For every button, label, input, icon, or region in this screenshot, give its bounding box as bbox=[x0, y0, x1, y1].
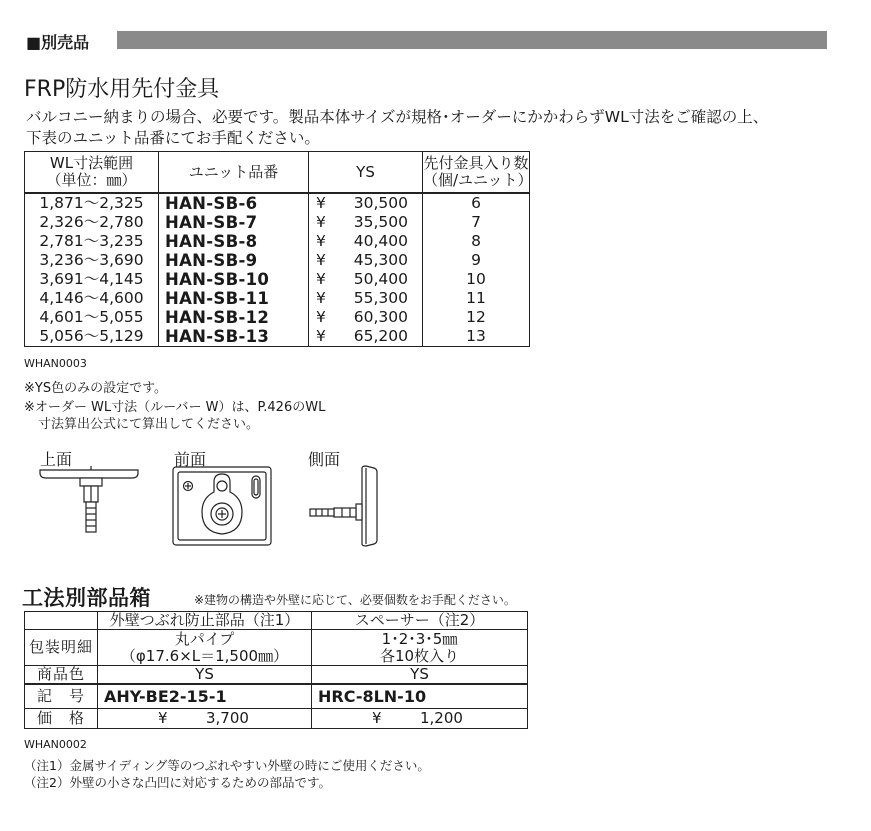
note-line2: ※オーダー WL寸法（ルーバー W）は、P.426のWL bbox=[24, 400, 326, 415]
header-quantity-line1: 先付金具入り数 bbox=[423, 154, 529, 172]
cell-unit-code: HAN-SB-6 bbox=[159, 193, 309, 213]
cell-price bbox=[309, 327, 423, 347]
cell-code-col2: HRC-8LN-10 bbox=[312, 684, 528, 708]
section-header-label: ■別売品 bbox=[26, 33, 90, 52]
price-amount: 45,300 bbox=[353, 251, 408, 269]
note-line1: ※YS色のみの設定です。 bbox=[24, 381, 168, 396]
header-price-ys: YS bbox=[309, 152, 423, 194]
cell-range: 4,146～4,600 bbox=[25, 289, 159, 308]
front-view-drawing bbox=[170, 464, 276, 550]
cell-range: 3,236～3,690 bbox=[25, 251, 159, 270]
yen-sign: ¥ bbox=[372, 708, 382, 727]
parts-row-price bbox=[25, 708, 528, 728]
cell-price bbox=[309, 193, 423, 213]
header-wl-range bbox=[25, 152, 159, 194]
cell-unit-code: HAN-SB-7 bbox=[159, 213, 309, 232]
cell-range: 2,326～2,780 bbox=[25, 213, 159, 232]
cell-quantity: 7 bbox=[423, 213, 530, 232]
side-view-drawing bbox=[304, 464, 380, 550]
unit-table bbox=[24, 151, 533, 347]
unit-table-code: WHAN0003 bbox=[24, 357, 87, 370]
row-label-code: 記 号 bbox=[25, 684, 98, 708]
cell-code-col1: AHY-BE2-15-1 bbox=[98, 684, 312, 708]
cell-quantity: 6 bbox=[423, 193, 530, 213]
cell-packing-col1-line1: 丸パイプ bbox=[174, 629, 235, 648]
cell-price bbox=[309, 232, 423, 251]
header-wall-protection: 外壁つぶれ防止部品（注1） bbox=[98, 612, 312, 630]
cell-range: 1,871～2,325 bbox=[25, 193, 159, 213]
footnote-2: （注2）外壁の小さな凸凹に対応するための部品です。 bbox=[24, 775, 331, 790]
section-header-bar bbox=[117, 31, 827, 49]
price-amount: 3,700 bbox=[206, 708, 249, 727]
cell-price bbox=[309, 270, 423, 289]
cell-range: 3,691～4,145 bbox=[25, 270, 159, 289]
parts-header-blank bbox=[25, 612, 98, 630]
table-row bbox=[25, 193, 530, 213]
cell-unit-code: HAN-SB-11 bbox=[159, 289, 309, 308]
view-label-front: 前面 bbox=[174, 450, 207, 469]
table-row bbox=[25, 327, 530, 347]
parts-table-code: WHAN0002 bbox=[24, 738, 87, 751]
row-label-packing: 包装明細 bbox=[25, 630, 98, 666]
cell-color-col2: YS bbox=[312, 666, 528, 685]
price-amount: 60,300 bbox=[353, 308, 408, 326]
yen-sign: ¥ bbox=[316, 251, 326, 269]
price-amount: 55,300 bbox=[353, 289, 408, 307]
cell-quantity: 8 bbox=[423, 232, 530, 251]
cell-color-col1: YS bbox=[98, 666, 312, 685]
header-spacer: スペーサー（注2） bbox=[312, 612, 528, 630]
yen-sign: ¥ bbox=[316, 213, 326, 231]
price-amount: 65,200 bbox=[353, 327, 408, 345]
cell-price-col1 bbox=[98, 708, 312, 728]
cell-unit-code: HAN-SB-8 bbox=[159, 232, 309, 251]
price-amount: 35,500 bbox=[353, 213, 408, 231]
parts-table bbox=[24, 611, 528, 729]
parts-row-color bbox=[25, 666, 528, 685]
cell-unit-code: HAN-SB-12 bbox=[159, 308, 309, 327]
table-row bbox=[25, 289, 530, 308]
product-title: FRP防水用先付金具 bbox=[24, 77, 220, 102]
cell-range: 4,601～5,055 bbox=[25, 308, 159, 327]
cell-price bbox=[309, 213, 423, 232]
parts-section-note: ※建物の構造や外壁に応じて、必要個数をお手配ください。 bbox=[194, 593, 516, 607]
header-wl-range-line2: （単位：㎜） bbox=[46, 171, 137, 189]
row-label-color: 商品色 bbox=[25, 666, 98, 685]
header-unit-code: ユニット品番 bbox=[159, 152, 309, 194]
header-quantity bbox=[423, 152, 533, 194]
table-row bbox=[25, 213, 530, 232]
table-row bbox=[25, 251, 530, 270]
parts-row-code bbox=[25, 684, 528, 708]
table-row bbox=[25, 232, 530, 251]
note-line3: 寸法算出公式にて算出してください。 bbox=[38, 417, 260, 432]
cell-quantity: 9 bbox=[423, 251, 530, 270]
view-label-top: 上面 bbox=[40, 450, 73, 469]
cell-quantity: 13 bbox=[423, 327, 530, 347]
top-view-drawing bbox=[36, 464, 146, 536]
cell-range: 2,781～3,235 bbox=[25, 232, 159, 251]
cell-quantity: 12 bbox=[423, 308, 530, 327]
table-row bbox=[25, 308, 530, 327]
parts-section-title: 工法別部品箱 bbox=[22, 586, 151, 610]
yen-sign: ¥ bbox=[316, 327, 326, 345]
table-row bbox=[25, 270, 530, 289]
unit-table-header-row bbox=[25, 152, 530, 194]
cell-unit-code: HAN-SB-9 bbox=[159, 251, 309, 270]
parts-header-row bbox=[25, 612, 528, 630]
cell-packing-col1 bbox=[98, 630, 312, 666]
cell-packing-col2 bbox=[312, 630, 528, 666]
footnote-1: （注1）金属サイディング等のつぶれやすい外壁の時にご使用ください。 bbox=[24, 758, 430, 773]
cell-quantity: 10 bbox=[423, 270, 530, 289]
price-amount: 40,400 bbox=[353, 232, 408, 250]
header-quantity-line2: （個/ユニット） bbox=[423, 171, 533, 189]
price-amount: 1,200 bbox=[420, 708, 463, 727]
yen-sign: ¥ bbox=[316, 308, 326, 326]
cell-range: 5,056～5,129 bbox=[25, 327, 159, 347]
header-wl-range-line1: WL寸法範囲 bbox=[49, 154, 134, 172]
yen-sign: ¥ bbox=[316, 270, 326, 288]
cell-price bbox=[309, 289, 423, 308]
parts-row-packing bbox=[25, 630, 528, 666]
intro-text-line2: 下表のユニット品番にてお手配ください。 bbox=[26, 129, 320, 147]
cell-unit-code: HAN-SB-13 bbox=[159, 327, 309, 347]
cell-price bbox=[309, 308, 423, 327]
yen-sign: ¥ bbox=[316, 232, 326, 250]
yen-sign: ¥ bbox=[316, 194, 326, 212]
intro-text-line1: バルコニー納まりの場合、必要です。製品本体サイズが規格･オーダーにかかわらずWL寸法をご確認の上、 bbox=[26, 108, 769, 126]
cell-packing-col2-line2: 各10枚入り bbox=[379, 646, 460, 665]
price-amount: 50,400 bbox=[353, 270, 408, 288]
cell-price-col2 bbox=[312, 708, 528, 728]
row-label-price: 価 格 bbox=[25, 708, 98, 728]
cell-unit-code: HAN-SB-10 bbox=[159, 270, 309, 289]
view-label-side: 側面 bbox=[308, 450, 341, 469]
cell-packing-col2-line1: 1･2･3･5㎜ bbox=[381, 629, 458, 648]
cell-quantity: 11 bbox=[423, 289, 530, 308]
yen-sign: ¥ bbox=[158, 708, 168, 727]
yen-sign: ¥ bbox=[316, 289, 326, 307]
cell-price bbox=[309, 251, 423, 270]
cell-packing-col1-line2: （φ17.6×L＝1,500㎜） bbox=[120, 646, 289, 665]
price-amount: 30,500 bbox=[353, 194, 408, 212]
